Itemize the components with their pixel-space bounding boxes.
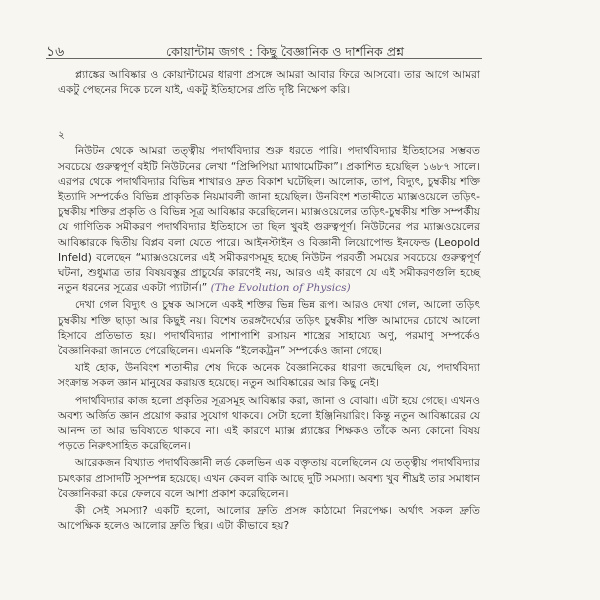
paragraph-5: আরেকজন বিখ্যাত পদার্থবিজ্ঞানী লর্ড কেলভিন এক বক্তৃতায় বলেছিলেন যে তত্ত্বীয় পদার্থবিদ্যার চমৎকার প্রাসাদটি সুসম্পন্ন হয়েছে। এখন কেবল বাকি আছে দুটি সমস্যা। অবশ্য খুব শীঘ্রই তার সমাধান বৈজ্ঞানিকরা করে ফেলবে বলে আশা প্রকাশ করেছিলেন। — [58, 457, 480, 500]
header-rule — [46, 58, 482, 59]
intro-paragraph: প্ল্যাঙ্কের আবিষ্কার ও কোয়ান্টামের ধারণা প্রসঙ্গে আমরা আবার ফিরে আসবো। তার আগে আমরা একটু পেছনের দিকে চলে যাই, একটু ইতিহাসের প্রতি দৃষ্টি নিক্ষেপ করি। — [58, 69, 480, 97]
paragraph-6: কী সেই সমস্যা? একটি হলো, আলোর দ্রুতি প্রসঙ্গ কাঠামো নিরপেক্ষ। অর্থাৎ সকল দ্রুতি আপেক্ষিক হলেও আলোর দ্রুতি স্থির। এটা কীভাবে হয়? — [58, 505, 480, 533]
page-header — [46, 40, 482, 64]
section-number: ২ — [58, 129, 65, 142]
page-number: ১৬ — [46, 44, 65, 60]
paragraph-1 — [58, 144, 480, 296]
paragraph-3: যাই হোক, উনবিংশ শতাব্দীর শেষ দিকে অনেক বৈজ্ঞানিকের ধারণা জন্মেছিল যে, পদার্থবিদ্যা সংক্রান্ত সকল জ্ঞান মানুষের করায়ত্ত হয়েছে। নতুন আবিষ্কারের আর কিছু নেই। — [58, 362, 480, 390]
citation: (The Evolution of Physics) — [210, 282, 351, 295]
paragraph-4: পদার্থবিদ্যার কাজ হলো প্রকৃতির সূত্রসমূহ আবিষ্কার করা, জানা ও বোঝা। এটা হয়ে গেছে। এখনও অবশ্য অর্জিত জ্ঞান প্রয়োগ করার সুযোগ থাকবে। সেটা হলো ইঞ্জিনিয়ারিং। কিন্তু নতুন আবিষ্কারের যে আনন্দ তা আর ভবিষ্যতে থাকবে না। এই কারণে ম্যাক্স প্ল্যাঙ্কের শিক্ষকও তাঁকে অন্য কোনো বিষয় পড়তে নিরুৎসাহিত করেছিলেন। — [58, 394, 480, 453]
paragraph-1-text: নিউটন থেকে আমরা তত্ত্বীয় পদার্থবিদ্যার শুরু ধরতে পারি। পদার্থবিদ্যার ইতিহাসের সম্ভবত সবচেয়ে গুরুত্বপূর্ণ বইটি নিউটনের লেখা “প্রিন্সিপিয়া ম্যাথামেটিকা”। প্রকাশিত হয়েছিল ১৬৮৭ সালে। এরপর থেকে পদার্থবিদ্যার বিভিন্ন শাখারও দ্রুত বিকাশ ঘটেছিল। আলোক, তাপ, বিদ্যুৎ, চুম্বকীয় শক্তি ইত্যাদি সম্পর্কেও বিভিন্ন প্রাকৃতিক নিয়মাবলী জানা হয়েছিল। উনবিংশ শতাব্দীতে ম্যাক্সওয়েলে তড়িৎ-চুম্বকীয় শক্তির প্রকৃতি ও বিভিন্ন সূত্র আবিষ্কার করেছিলেন। ম্যাক্সওয়েলের তড়িৎ-চুম্বকীয় শক্তি সম্পর্কীয় যে গাণিতিক সমীকরণ পদার্থবিদ্যার ইতিহাসে তা ছিল খুবই গুরুত্বপূর্ণ। নিউটনের পর ম্যাক্সওয়েলের আবিষ্কারকে দ্বিতীয় বিপ্লব বলা যেতে পারে। আইনস্টাইন ও বিজ্ঞানী লিয়োপোল্ড ইনফেল্ড (Leopold Infeld) বলেছেন “ম্যাক্সওয়েলের এই সমীকরণসমূহ হচ্ছে নিউটন পরবর্তী সময়ের সবচেয়ে গুরুত্বপূর্ণ ঘটনা, শুধুমাত্র তার বিষয়বস্তুর প্রাচুর্যের কারণেই নয়, আরও এই কারণে যে এই সমীকরণগুলি হচ্ছে নতুন ধরনের সূত্রের একটা প্যাটার্ন।” — [58, 145, 480, 295]
paragraph-2: দেখা গেল বিদ্যুৎ ও চুম্বক আসলে একই শক্তির ভিন্ন ভিন্ন রূপ। আরও দেখা গেল, আলো তড়িৎ চুম্বকীয় শক্তি ছাড়া আর কিছুই নয়। বিশেষ তরঙ্গদৈর্ঘ্যের তড়িৎ চুম্বকীয় শক্তি আমাদের চোখে আলো হিসাবে প্রতিভাত হয়। পদার্থবিদ্যার পাশাপাশি রসায়ন শাস্ত্রের সাহায্যে অণু, পরমাণু সম্পর্কেও বৈজ্ঞানিকরা জানতে পেরেছিলেন। এমনকি “ইলেকট্রন” সম্পর্কেও জানা গেছে। — [58, 299, 480, 358]
running-title: কোয়ান্টাম জগৎ : কিছু বৈজ্ঞানিক ও দার্শনিক প্রশ্ন — [166, 44, 404, 59]
page-body — [58, 68, 480, 534]
